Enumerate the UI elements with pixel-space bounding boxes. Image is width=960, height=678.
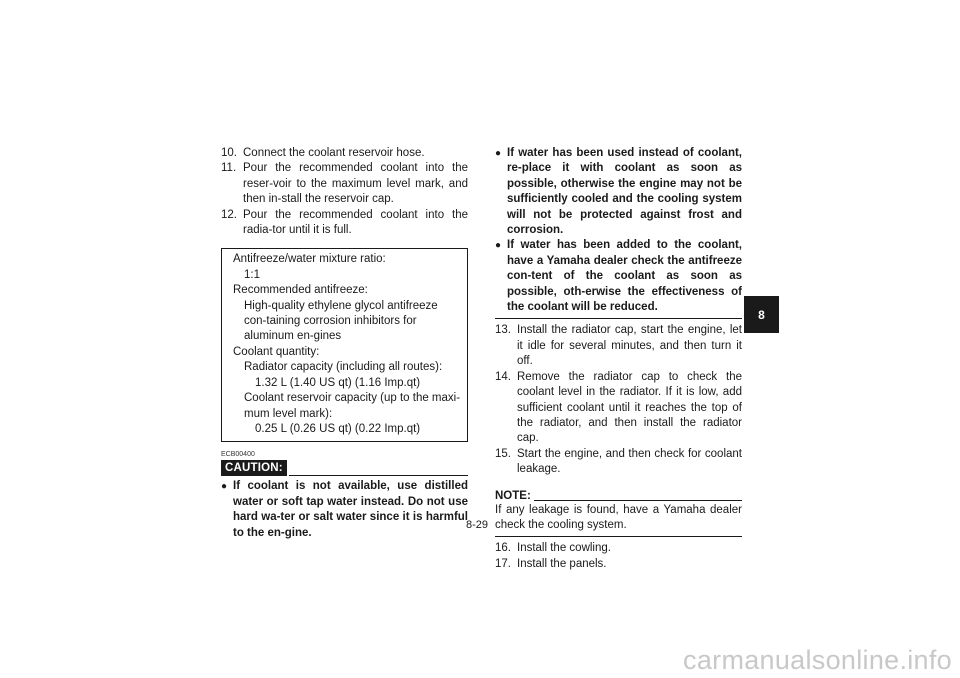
coolant-spec-box <box>221 248 468 442</box>
step-text: Connect the coolant reservoir hose. <box>243 147 425 159</box>
caution-end-rule <box>495 318 742 319</box>
caution-code: ECB00400 <box>221 451 255 459</box>
note-rule <box>534 500 742 501</box>
bullet-dot-icon: ● <box>495 240 502 252</box>
caution-body-left <box>221 479 468 541</box>
antifreeze-value: High-quality ethylene glycol antifreeze con-taining corrosion inhibitors for aluminum en-gines <box>244 299 438 343</box>
step-number: 17. <box>495 557 511 570</box>
section-tab: 8 <box>744 296 779 333</box>
step-12 <box>221 208 468 239</box>
caution-bullet-text: If coolant is not available, use distilled water or soft tap water instead. Do not use hard wa-ter or salt water since it is harmful to the en-gine. <box>233 480 468 539</box>
caution-bullet-text: If water has been added to the coolant, have a Yamaha dealer check the antifreeze con-tent of the coolant as soon as possible, oth-erwise the effectiveness of the coolant will be reduced. <box>507 239 742 314</box>
bullet-dot-icon: ● <box>495 148 502 159</box>
caution-bullet <box>495 146 742 238</box>
step-14 <box>495 370 742 447</box>
step-text: Start the engine, and then check for coolant leakage. <box>517 447 742 476</box>
ratio-label: Antifreeze/water mixture ratio: <box>233 253 386 266</box>
step-13 <box>495 323 742 369</box>
step-text: Install the radiator cap, start the engine, let it idle for several minutes, and then turn it off. <box>517 324 742 368</box>
watermark: carmanualsonline.info <box>683 645 952 675</box>
step-number: 16. <box>495 542 511 555</box>
radiator-capacity-label: Radiator capacity (including all routes): <box>244 361 443 374</box>
step-11 <box>221 161 468 207</box>
note-end-rule <box>495 536 742 537</box>
caution-bullet <box>221 479 468 541</box>
left-column <box>221 146 468 541</box>
note-header <box>495 489 742 503</box>
step-number: 11. <box>221 162 237 175</box>
step-number: 15. <box>495 447 511 460</box>
step-number: 13. <box>495 324 511 337</box>
right-column <box>495 146 742 572</box>
step-10 <box>221 146 468 161</box>
ratio-value: 1:1 <box>244 268 260 281</box>
caution-bullet <box>495 238 742 315</box>
reservoir-capacity-value: 0.25 L (0.26 US qt) (0.22 Imp.qt) <box>255 422 421 435</box>
step-text: Install the panels. <box>517 557 607 570</box>
step-text: Pour the recommended coolant into the radia-tor until it is full. <box>243 208 468 237</box>
step-17 <box>495 557 742 572</box>
radiator-capacity-value: 1.32 L (1.40 US qt) (1.16 Imp.qt) <box>255 376 421 389</box>
step-number: 14. <box>495 370 511 383</box>
bullet-dot-icon: ● <box>221 481 228 493</box>
quantity-label: Coolant quantity: <box>233 345 320 358</box>
step-text: Remove the radiator cap to check the coolant level in the radiator. If it is low, add sufficient coolant until it reaches the top of the radiator, and then install the radiator cap. <box>517 370 742 445</box>
caution-label: CAUTION: <box>221 460 287 476</box>
step-16 <box>495 541 742 556</box>
step-15 <box>495 447 742 478</box>
step-text: Install the cowling. <box>517 542 611 555</box>
note-text: If any leakage is found, have a Yamaha dealer check the cooling system. <box>495 503 742 531</box>
note-label: NOTE: <box>495 489 531 502</box>
caution-rule <box>289 475 468 476</box>
step-text: Pour the recommended coolant into the reser-voir to the maximum level mark, and then in-stall the reservoir cap. <box>243 162 468 206</box>
caution-bullet-text: If water has been used instead of coolant, re-place it with coolant as soon as possible, otherwise the engine may not be sufficiently cooled and the cooling system will not be protected against frost and corrosion. <box>507 147 742 237</box>
step-number: 12. <box>221 208 237 221</box>
reservoir-capacity-label: Coolant reservoir capacity (up to the maxi-mum level mark): <box>244 392 461 420</box>
caution-header <box>221 460 468 476</box>
page-number: 8-29 <box>466 519 489 531</box>
step-number: 10. <box>221 147 237 159</box>
antifreeze-label: Recommended antifreeze: <box>233 284 368 297</box>
